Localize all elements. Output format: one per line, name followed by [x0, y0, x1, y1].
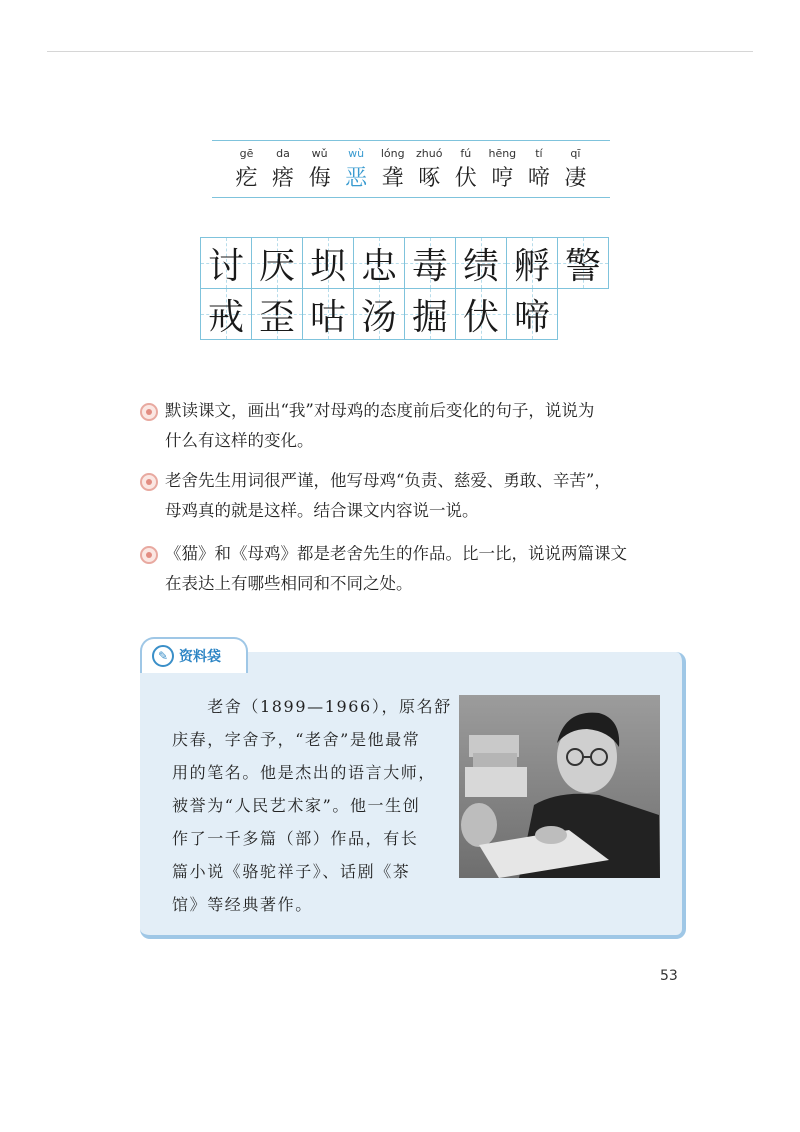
exercise-bullet-icon — [140, 546, 158, 564]
exercise-3 — [165, 539, 705, 599]
vocab-char: 伏 — [454, 166, 477, 191]
info-line: 庆春，字舍予，“老舍”是他最常 — [172, 730, 421, 749]
pinyin-highlighted: wù — [348, 147, 365, 160]
pinyin: qī — [570, 147, 581, 160]
exercise-line: 默读课文，画出“我”对母鸡的态度前后变化的句子，说说为 — [165, 401, 595, 420]
exercise-line: 什么有这样的变化。 — [165, 431, 314, 450]
author-portrait-photo — [459, 695, 660, 878]
grid-cell — [353, 288, 405, 340]
pinyin: hēng — [488, 147, 517, 160]
writing-practice-grid — [200, 237, 608, 339]
practice-char: 厌 — [258, 245, 295, 287]
exercise-2 — [165, 466, 705, 526]
grid-cell — [506, 237, 558, 289]
grid-cell — [251, 237, 303, 289]
exercise-line: 老舍先生用词很严谨，他写母鸡“负责、慈爱、勇敢、辛苦”， — [165, 471, 611, 490]
info-line: 老舍（1899—1966），原名舒 — [172, 697, 452, 716]
info-tab-icon: ✎ — [152, 645, 174, 667]
grid-row — [200, 237, 608, 288]
hanzi-row — [230, 161, 592, 192]
practice-char: 戒 — [207, 296, 244, 338]
info-paragraph — [172, 690, 454, 921]
info-box-tab — [140, 637, 248, 673]
vocab-char-highlighted: 恶 — [345, 166, 368, 191]
grid-cell — [200, 237, 252, 289]
pinyin-row — [230, 147, 592, 160]
vocab-char: 侮 — [308, 166, 331, 191]
pinyin: gē — [239, 147, 254, 160]
practice-char: 忠 — [360, 245, 397, 287]
info-line: 作了一千多篇（部）作品，有长 — [172, 829, 419, 848]
grid-cell — [251, 288, 303, 340]
vocab-char: 哼 — [491, 166, 514, 191]
vocab-char: 啼 — [527, 166, 550, 191]
grid-cell — [455, 237, 507, 289]
pinyin: tí — [535, 147, 543, 160]
practice-char: 歪 — [258, 296, 295, 338]
grid-cell — [404, 237, 456, 289]
vocab-char: 凄 — [564, 166, 587, 191]
grid-cell — [557, 237, 609, 289]
practice-char: 警 — [564, 245, 601, 287]
info-line: 馆》等经典著作。 — [172, 895, 313, 914]
grid-cell — [353, 237, 405, 289]
practice-char: 汤 — [360, 296, 397, 338]
vocab-char: 疙 — [235, 166, 258, 191]
page-number: 53 — [660, 968, 678, 984]
pinyin: fú — [460, 147, 472, 160]
pinyin: da — [276, 147, 290, 160]
pinyin: zhuó — [416, 147, 443, 160]
grid-cell — [302, 237, 354, 289]
grid-cell — [455, 288, 507, 340]
exercise-bullet-icon — [140, 403, 158, 421]
grid-cell — [404, 288, 456, 340]
practice-char: 伏 — [462, 296, 499, 338]
vocab-char: 瘩 — [272, 166, 295, 191]
pinyin: lóng — [380, 147, 405, 160]
practice-char: 掘 — [411, 296, 448, 338]
exercise-line: 《猫》和《母鸡》都是老舍先生的作品。比一比，说说两篇课文 — [165, 544, 627, 563]
vocab-char: 聋 — [381, 166, 404, 191]
practice-char: 坝 — [309, 245, 346, 287]
top-divider — [47, 51, 753, 52]
info-line: 用的笔名。他是杰出的语言大师， — [172, 763, 437, 782]
practice-char: 咕 — [309, 296, 346, 338]
exercise-bullet-icon — [140, 473, 158, 491]
practice-char: 毒 — [411, 245, 448, 287]
exercise-line: 母鸡真的就是这样。结合课文内容说一说。 — [165, 501, 479, 520]
practice-char: 啼 — [513, 296, 550, 338]
practice-char: 讨 — [207, 245, 244, 287]
info-line: 篇小说《骆驼祥子》、话剧《茶 — [172, 862, 411, 881]
vocab-char: 啄 — [418, 166, 441, 191]
grid-cell — [302, 288, 354, 340]
exercise-1 — [165, 396, 705, 456]
exercise-line: 在表达上有哪些相同和不同之处。 — [165, 574, 413, 593]
grid-cell — [200, 288, 252, 340]
practice-char: 绩 — [462, 245, 499, 287]
pinyin: wǔ — [311, 147, 328, 160]
grid-row — [200, 288, 608, 339]
practice-char: 孵 — [513, 245, 550, 287]
pinyin-vocabulary-strip — [212, 140, 610, 198]
info-tab-label: 资料袋 — [179, 649, 221, 665]
info-line: 被誉为“人民艺术家”。他一生创 — [172, 796, 421, 815]
grid-cell — [506, 288, 558, 340]
portrait-illustration — [459, 695, 660, 878]
